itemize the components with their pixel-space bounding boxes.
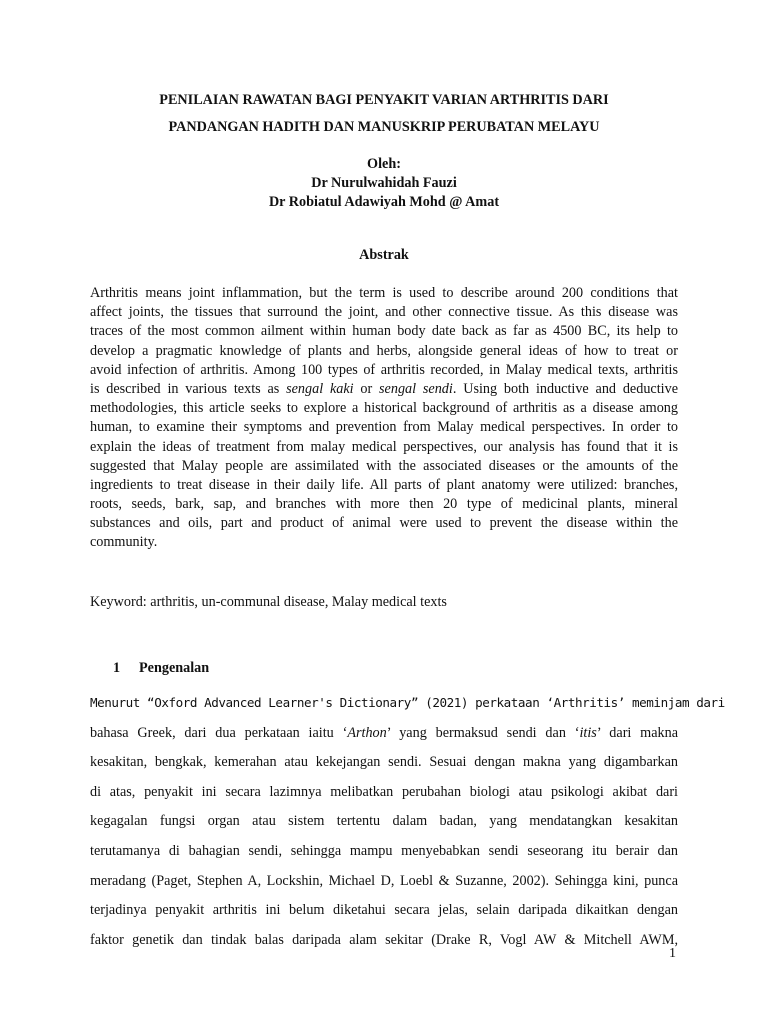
paper-title-line-1: PENILAIAN RAWATAN BAGI PENYAKIT VARIAN ARTHRITIS DARI <box>159 92 609 108</box>
abstract-line: explain the ideas of treatment from malay medical perspectives, our analysis has found that it is <box>90 438 678 455</box>
intro-paragraph <box>90 693 725 959</box>
keywords: Keyword: arthritis, un-communal disease, Malay medical texts <box>90 594 447 610</box>
intro-line: Menurut “Oxford Advanced Learner's Dictionary” (2021) perkataan ‘Arthritis’ meminjam dari <box>90 695 725 710</box>
italic-term-sengal-kaki: sengal kaki <box>286 380 354 397</box>
abstract-text: or <box>353 380 380 397</box>
abstract-line: suggested that Malay people are assimilated with the associated diseases or the amounts of the <box>90 457 678 474</box>
intro-line: kesakitan, bengkak, kemerahan atau kekejangan sendi. Sesuai dengan makna yang digambarkan <box>90 754 678 771</box>
author-block <box>90 155 678 212</box>
abstract-line: human, to examine their symptoms and prevention from Malay medical perspectives. In order to <box>90 419 678 436</box>
abstract-line: community. <box>90 534 158 551</box>
abstract-line: avoid infection of arthritis. Among 100 types of arthritis recorded, in Malay medical texts, arthritis <box>90 361 678 378</box>
author-name-1: Dr Nurulwahidah Fauzi <box>311 175 457 191</box>
italic-term-sengal-sendi: sengal sendi <box>379 380 453 397</box>
abstract-line: Arthritis means joint inflammation, but the term is used to describe around 200 conditions that <box>90 285 678 301</box>
abstract-line: methodologies, this article seeks to explore a historical background of arthritis as a disease among <box>90 400 678 417</box>
intro-text: bahasa Greek, dari dua perkataan iaitu ‘ <box>90 724 348 741</box>
section-heading <box>113 660 209 677</box>
abstract-line: develop a pragmatic knowledge of plants and herbs, alongside general ideas of how to treat or <box>90 342 678 359</box>
italic-term-arthon: Arthon <box>347 724 387 741</box>
abstract-line: traces of the most common ailment within human body date back as far as 4500 BC, its help to <box>90 323 678 340</box>
abstract-heading: Abstrak <box>359 247 409 263</box>
author-name-2: Dr Robiatul Adawiyah Mohd @ Amat <box>268 194 500 210</box>
intro-line: meradang (Paget, Stephen A, Lockshin, Michael D, Loebl & Suzanne, 2002). Sehingga kini, punca <box>90 872 678 889</box>
abstract-line: ingredients to treat disease in their daily life. All parts of plant anatomy were utilized: branches, <box>90 476 678 493</box>
abstract-line: affect joints, the tissues that surround the joint, and other connective tissue. As this disease was <box>90 304 678 321</box>
italic-term-itis: itis <box>579 724 597 741</box>
intro-line: kegagalan fungsi organ atau sistem tertentu dalam badan, yang mendatangkan kesakitan <box>90 813 678 830</box>
intro-line-italic-terms <box>90 723 678 753</box>
intro-line: terjadinya penyakit arthritis ini belum diketahui secara jelas, selain daripada dikaitkan dengan <box>90 902 678 919</box>
by-label: Oleh: <box>367 156 401 172</box>
section-title: Pengenalan <box>139 660 210 676</box>
intro-line: di atas, penyakit ini secara lazimnya melibatkan perubahan biologi atau psikologi akibat dari <box>90 783 678 800</box>
abstract-body <box>90 284 678 553</box>
paper-title-line-2: PANDANGAN HADITH DAN MANUSKRIP PERUBATAN MELAYU <box>168 119 600 135</box>
intro-line: faktor genetik dan tindak balas daripada alam sekitar (Drake R, Vogl AW & Mitchell AWM, <box>90 931 678 948</box>
abstract-line: substances and oils, part and product of animal were used to prevent the disease within the <box>90 515 678 532</box>
intro-text: ’ yang bermaksud sendi dan ‘ <box>386 724 580 741</box>
page-number: 1 <box>669 946 676 961</box>
abstract-text: . Using both inductive and deductive <box>452 380 678 397</box>
section-number: 1 <box>113 660 121 676</box>
abstract-line-italic-terms <box>90 380 678 399</box>
intro-text: ’ dari makna <box>596 724 679 741</box>
abstract-line: roots, seeds, bark, sap, and branches with more then 20 type of medicinal plants, mineral <box>90 496 678 513</box>
intro-line: terutamanya di bahagian sendi, sehingga mampu menyebabkan sendi seseorang itu berair dan <box>90 842 678 859</box>
abstract-text: is described in various texts as <box>90 380 287 397</box>
